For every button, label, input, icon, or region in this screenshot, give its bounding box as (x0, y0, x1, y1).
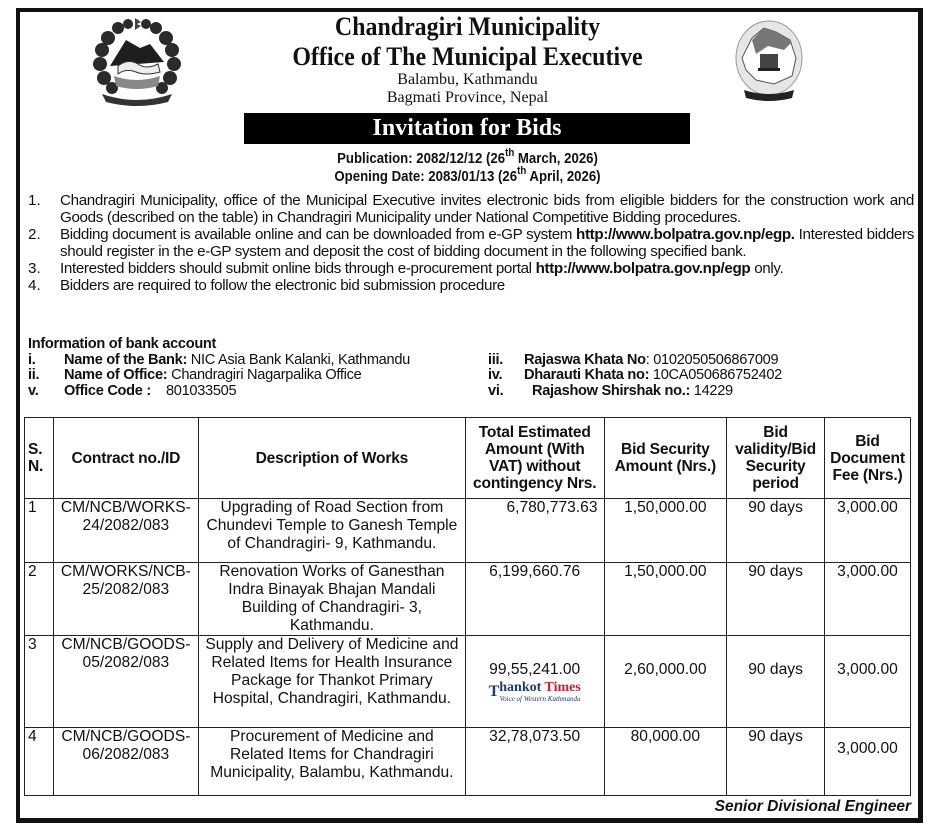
cell-sn: 3 (25, 636, 54, 728)
field-value: 10CA050686752402 (649, 367, 782, 383)
cell-sn: 4 (25, 728, 54, 796)
header-amount: Total Estimated Amount (With VAT) without contingency Nrs. (465, 418, 604, 499)
cell-security: 2,60,000.00 (604, 636, 727, 728)
field-value: : 0102050506867009 (645, 351, 779, 368)
opening-date-sup: th (517, 165, 527, 177)
address-line-1: Balambu, Kathmandu (397, 71, 538, 88)
field-number: iii. (488, 351, 504, 368)
egp-link[interactable]: http://www.bolpatra.gov.np/egp (535, 260, 751, 277)
bank-field (488, 353, 778, 369)
header-sn: S. N. (25, 418, 54, 499)
instruction-item (28, 260, 914, 277)
cell-validity: 90 days (727, 728, 825, 796)
cell-security: 80,000.00 (604, 728, 727, 796)
watermark-brand (499, 681, 581, 695)
cell-contract: CM/NCB/GOODS-06/2082/083 (53, 728, 198, 796)
header-security: Bid Security Amount (Nrs.) (604, 418, 727, 499)
bank-field (28, 368, 488, 384)
bank-row (28, 384, 908, 400)
bank-field (488, 368, 782, 384)
bank-field (28, 353, 488, 369)
thankot-times-watermark (469, 681, 601, 703)
opening-date-rest: April, 2026) (526, 168, 601, 185)
table-header-row (25, 418, 911, 499)
field-label: Office Code : (64, 382, 151, 399)
field-number: i. (28, 351, 36, 368)
bids-table (24, 417, 911, 796)
item-text-after: only. (750, 260, 784, 277)
egp-link[interactable]: http://www.bolpatra.gov.np/egp. (576, 226, 795, 243)
item-text (60, 226, 914, 260)
bank-row (28, 368, 908, 384)
field-label: Name of the Bank: (64, 351, 188, 368)
cell-contract: CM/NCB/WORKS-24/2082/083 (53, 499, 198, 563)
table-row (25, 728, 911, 796)
cell-description: Upgrading of Road Section from Chundevi Temple to Ganesh Temple of Chandragiri- 9, Kathmandu. (198, 499, 465, 563)
table-row (25, 636, 911, 728)
cell-amount: 6,780,773.63 (465, 499, 604, 563)
field-number: v. (28, 382, 39, 399)
office-name: Office of The Municipal Executive (292, 42, 643, 71)
header-description: Description of Works (198, 418, 465, 499)
publication-date-label: Publication: 2082/12/12 (26 (337, 150, 506, 167)
table-row (25, 499, 911, 563)
item-number: 1. (28, 192, 41, 209)
header-validity: Bid validity/Bid Security period (727, 418, 825, 499)
field-value: 14229 (690, 382, 733, 399)
cell-fee: 3,000.00 (825, 563, 911, 636)
watermark-text (499, 681, 581, 703)
item-text (60, 260, 914, 277)
cell-security: 1,50,000.00 (604, 499, 727, 563)
publication-date (56, 147, 879, 167)
item-number: 3. (28, 260, 41, 277)
header-fee: Bid Document Fee (Nrs.) (825, 418, 911, 499)
item-number: 2. (28, 226, 41, 243)
opening-date (56, 165, 879, 185)
bank-field (28, 384, 488, 400)
cell-contract: CM/NCB/GOODS-05/2082/083 (53, 636, 198, 728)
field-label: Dharauti Khata no: (524, 367, 650, 383)
cell-fee: 3,000.00 (825, 728, 911, 796)
item-text-after: Interested bidders should register in the e-GP system and deposit the cost of bidding document in the following specified bank. (60, 226, 914, 260)
address-line-2: Bagmati Province, Nepal (386, 89, 549, 106)
field-number: ii. (28, 367, 40, 383)
cell-sn: 1 (25, 499, 54, 563)
cell-amount-value: 99,55,241.00 (489, 661, 581, 678)
bank-info (28, 337, 908, 399)
cell-validity: 90 days (727, 636, 825, 728)
field-number: iv. (488, 367, 503, 383)
item-text-before: Bidding document is available online and can be downloaded from e-GP system (60, 226, 577, 243)
table-row (25, 563, 911, 636)
notice-title-banner: Invitation for Bids (244, 113, 690, 144)
org-name: Chandragiri Municipality (334, 12, 601, 41)
watermark-brand-b: Times (544, 680, 581, 695)
watermark-brand-a: hankot (499, 680, 545, 695)
field-value: 801033505 (150, 382, 237, 399)
header-contract: Contract no./ID (53, 418, 198, 499)
field-value: NIC Asia Bank Kalanki, Kathmandu (187, 351, 410, 368)
field-number: vi. (488, 382, 504, 399)
bank-row (28, 353, 908, 369)
cell-amount (465, 636, 604, 728)
cell-description: Renovation Works of Ganesthan Indra Binayak Bhajan Mandali Building of Chandragiri- 3, Kathmandu. (198, 563, 465, 636)
field-value: Chandragiri Nagarpalika Office (167, 367, 362, 383)
cell-amount: 6,199,660.76 (465, 563, 604, 636)
cell-description: Supply and Delivery of Medicine and Related Items for Health Insurance Package for Thankot Primary Hospital, Chandragiri, Kathmandu. (198, 636, 465, 728)
cell-sn: 2 (25, 563, 54, 636)
cell-contract: CM/WORKS/NCB-25/2082/083 (53, 563, 198, 636)
cell-fee: 3,000.00 (825, 636, 911, 728)
item-text-before: Interested bidders should submit online bids through e-procurement portal (60, 260, 536, 277)
bank-field (488, 384, 733, 400)
field-label: Rajaswa Khata No (524, 351, 646, 368)
item-text: Chandragiri Municipality, office of the Municipal Executive invites electronic bids from eligible bidders for the construction work and Goods (described on the table) in Chandragiri Municipality under National Competitive Bidding procedures. (60, 192, 914, 226)
field-label: Rajashow Shirshak no.: (532, 382, 691, 399)
publication-date-rest: March, 2026) (514, 150, 598, 167)
cell-fee: 3,000.00 (825, 499, 911, 563)
field-label: Name of Office: (64, 367, 168, 383)
signature-title: Senior Divisional Engineer (714, 798, 911, 815)
opening-date-label: Opening Date: 2083/01/13 (26 (334, 168, 518, 185)
instruction-list (28, 192, 914, 294)
cell-amount: 32,78,073.50 (465, 728, 604, 796)
publication-date-sup: th (505, 147, 515, 159)
cell-security: 1,50,000.00 (604, 563, 727, 636)
instruction-item (28, 277, 914, 294)
instruction-item (28, 192, 914, 226)
cell-validity: 90 days (727, 499, 825, 563)
item-text: Bidders are required to follow the electronic bid submission procedure (60, 277, 505, 294)
item-number: 4. (28, 277, 41, 294)
pen-nib-icon: T (488, 683, 500, 700)
instruction-item (28, 226, 914, 260)
cell-description: Procurement of Medicine and Related Items for Chandragiri Municipality, Balambu, Kathmandu. (198, 728, 465, 796)
watermark-tagline: Voice of Western Kathmandu (499, 695, 581, 703)
bank-info-title: Information of bank account (28, 336, 217, 352)
cell-validity: 90 days (727, 563, 825, 636)
